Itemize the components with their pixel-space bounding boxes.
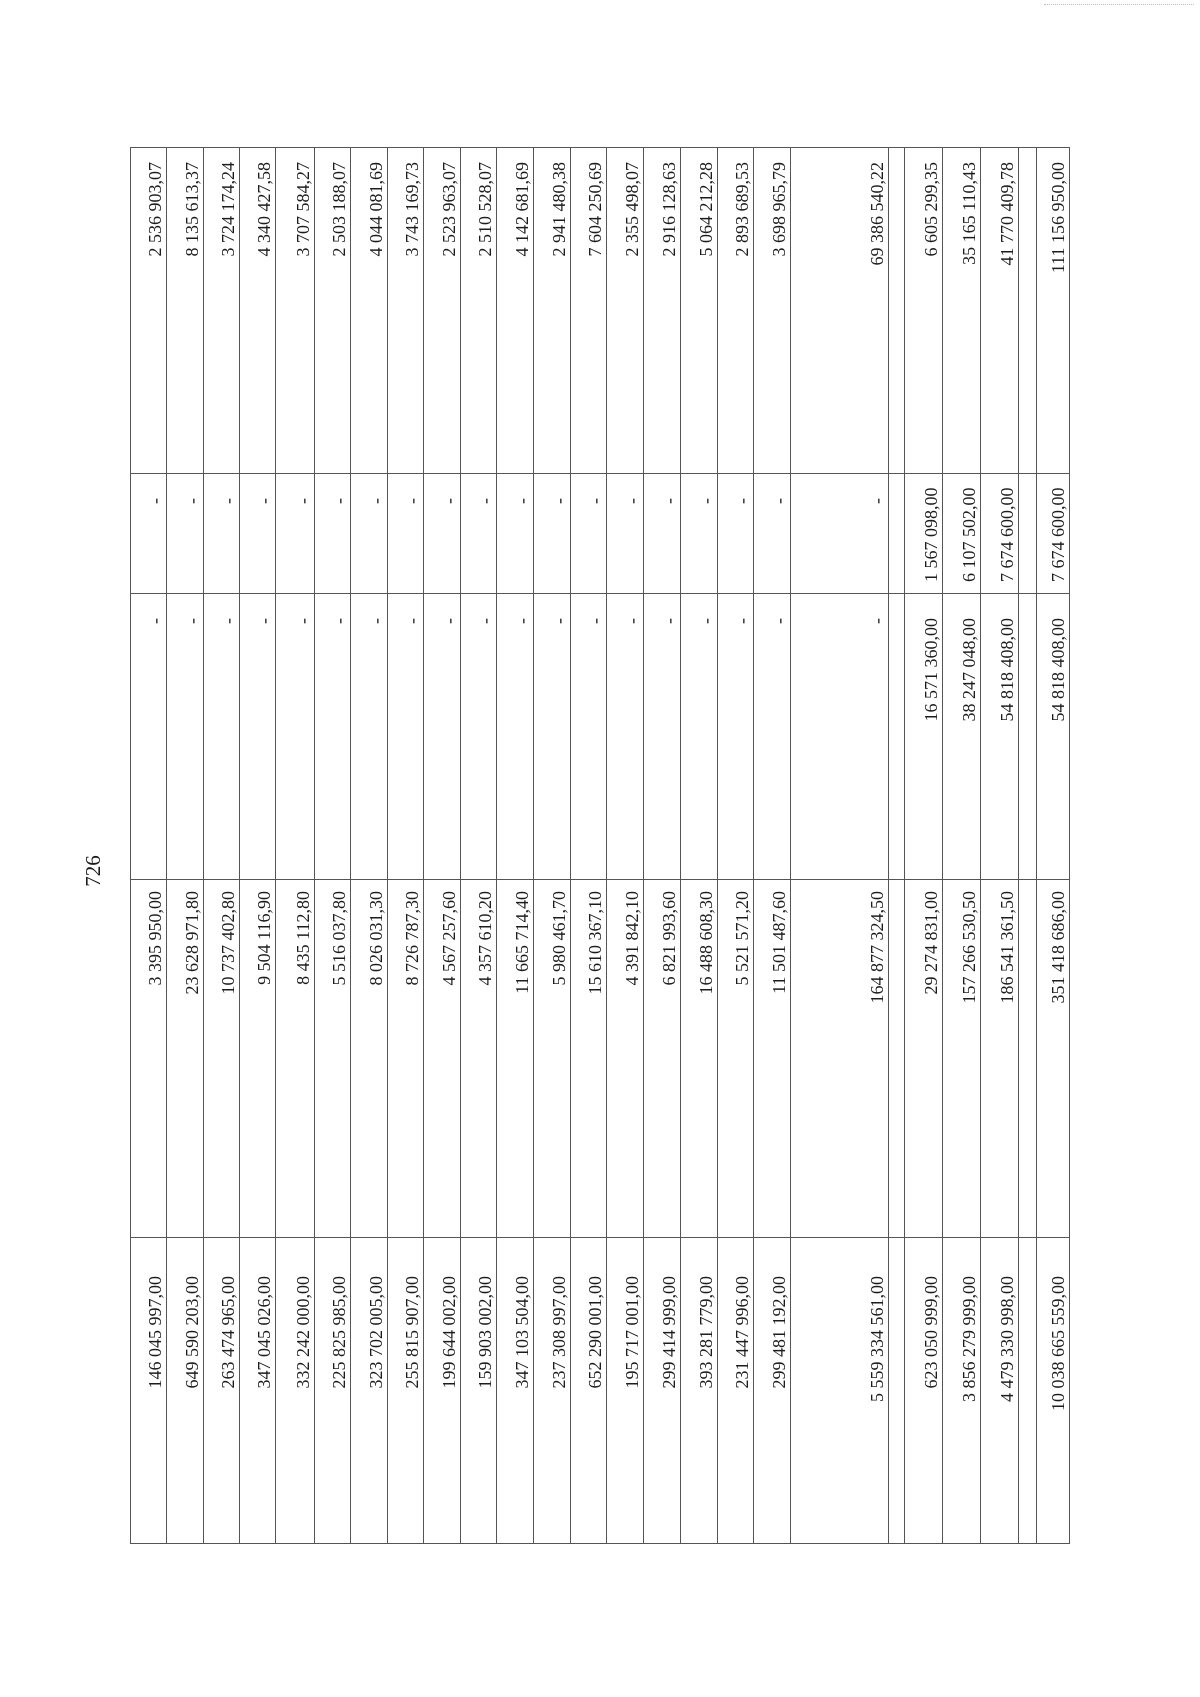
table-cell-col-3: - bbox=[717, 594, 753, 880]
table-cell-col-3: - bbox=[167, 594, 204, 880]
table-cell-col-3: - bbox=[790, 594, 888, 880]
table-cell-col-4: - bbox=[571, 474, 607, 594]
table-row bbox=[889, 148, 905, 1544]
table-cell-col-4: 6 107 502,00 bbox=[943, 474, 980, 594]
table-cell-col-5: 69 386 540,22 bbox=[790, 148, 888, 474]
table-cell-col-3: - bbox=[497, 594, 534, 880]
table-cell-col-2: 351 418 686,00 bbox=[1036, 880, 1069, 1238]
table-cell-col-4 bbox=[1018, 474, 1036, 594]
table-cell-col-1: 347 103 504,00 bbox=[497, 1238, 534, 1544]
table-cell-col-4: - bbox=[314, 474, 350, 594]
table-cell-col-5: 35 165 110,43 bbox=[943, 148, 980, 474]
table-cell-col-1: 195 717 001,00 bbox=[607, 1238, 643, 1544]
table-cell-col-4: - bbox=[534, 474, 571, 594]
table-cell-col-5: 3 724 174,24 bbox=[204, 148, 240, 474]
table-cell-col-4: - bbox=[497, 474, 534, 594]
table-cell-col-3: - bbox=[423, 594, 460, 880]
table-cell-col-3: - bbox=[276, 594, 314, 880]
table-cell-col-2: 186 541 361,50 bbox=[980, 880, 1018, 1238]
table-cell-col-5: 3 698 965,79 bbox=[753, 148, 790, 474]
table-cell-col-2: 8 026 031,30 bbox=[350, 880, 387, 1238]
table-cell-col-3: - bbox=[240, 594, 276, 880]
table-cell-col-1: 299 414 999,00 bbox=[643, 1238, 680, 1544]
table-row bbox=[1036, 148, 1069, 1544]
table-cell-col-3: - bbox=[753, 594, 790, 880]
table-row bbox=[314, 148, 350, 1544]
financial-table bbox=[130, 147, 1070, 1544]
table-cell-col-2: 6 821 993,60 bbox=[643, 880, 680, 1238]
table-cell-col-5 bbox=[1018, 148, 1036, 474]
table-cell-col-1: 146 045 997,00 bbox=[131, 1238, 167, 1544]
table-cell-col-1: 623 050 999,00 bbox=[905, 1238, 943, 1544]
table-cell-col-1: 3 856 279 999,00 bbox=[943, 1238, 980, 1544]
table-cell-col-1 bbox=[1018, 1238, 1036, 1544]
table-cell-col-1: 5 559 334 561,00 bbox=[790, 1238, 888, 1544]
table-cell-col-2 bbox=[889, 880, 905, 1238]
table-cell-col-3: - bbox=[350, 594, 387, 880]
table-cell-col-4: - bbox=[387, 474, 423, 594]
table-cell-col-4: 7 674 600,00 bbox=[980, 474, 1018, 594]
table-cell-col-1: 255 815 907,00 bbox=[387, 1238, 423, 1544]
table-cell-col-3: 54 818 408,00 bbox=[980, 594, 1018, 880]
table-cell-col-4: - bbox=[607, 474, 643, 594]
page-number: 726 bbox=[80, 855, 105, 887]
table-cell-col-5: 8 135 613,37 bbox=[167, 148, 204, 474]
table-cell-col-4: - bbox=[276, 474, 314, 594]
table-cell-col-5 bbox=[889, 148, 905, 474]
scan-artifact bbox=[1044, 4, 1194, 7]
table-cell-col-4: - bbox=[790, 474, 888, 594]
table-cell-col-4: - bbox=[240, 474, 276, 594]
table-cell-col-4 bbox=[889, 474, 905, 594]
table-cell-col-5: 2 510 528,07 bbox=[460, 148, 496, 474]
table-cell-col-3: - bbox=[571, 594, 607, 880]
table-cell-col-2: 4 357 610,20 bbox=[460, 880, 496, 1238]
table-cell-col-3: - bbox=[534, 594, 571, 880]
table-cell-col-1: 649 590 203,00 bbox=[167, 1238, 204, 1544]
table-cell-col-5: 5 064 212,28 bbox=[680, 148, 717, 474]
table-cell-col-1: 263 474 965,00 bbox=[204, 1238, 240, 1544]
table-cell-col-2: 15 610 367,10 bbox=[571, 880, 607, 1238]
table-cell-col-5: 2 941 480,38 bbox=[534, 148, 571, 474]
table-cell-col-2: 11 665 714,40 bbox=[497, 880, 534, 1238]
table-row bbox=[753, 148, 790, 1544]
table-cell-col-2: 8 435 112,80 bbox=[276, 880, 314, 1238]
table-cell-col-2: 164 877 324,50 bbox=[790, 880, 888, 1238]
table-cell-col-5: 2 355 498,07 bbox=[607, 148, 643, 474]
table-cell-col-2: 9 504 116,90 bbox=[240, 880, 276, 1238]
table-cell-col-2: 4 567 257,60 bbox=[423, 880, 460, 1238]
table-row bbox=[350, 148, 387, 1544]
table-cell-col-5: 2 503 188,07 bbox=[314, 148, 350, 474]
table-row bbox=[1018, 148, 1036, 1544]
table-cell-col-4: - bbox=[753, 474, 790, 594]
table-cell-col-1: 652 290 001,00 bbox=[571, 1238, 607, 1544]
table-cell-col-2: 3 395 950,00 bbox=[131, 880, 167, 1238]
table-cell-col-3: 54 818 408,00 bbox=[1036, 594, 1069, 880]
table-cell-col-1: 159 903 002,00 bbox=[460, 1238, 496, 1544]
table-cell-col-4: - bbox=[204, 474, 240, 594]
table-cell-col-2: 4 391 842,10 bbox=[607, 880, 643, 1238]
table-cell-col-5: 41 770 409,78 bbox=[980, 148, 1018, 474]
table-cell-col-2: 5 516 037,80 bbox=[314, 880, 350, 1238]
table-cell-col-2: 5 980 461,70 bbox=[534, 880, 571, 1238]
table-cell-col-5: 111 156 950,00 bbox=[1036, 148, 1069, 474]
table-cell-col-3: 38 247 048,00 bbox=[943, 594, 980, 880]
table-cell-col-3: - bbox=[607, 594, 643, 880]
table-row bbox=[240, 148, 276, 1544]
table-cell-col-1: 393 281 779,00 bbox=[680, 1238, 717, 1544]
table-cell-col-4: - bbox=[423, 474, 460, 594]
table-row bbox=[643, 148, 680, 1544]
table-cell-col-2: 23 628 971,80 bbox=[167, 880, 204, 1238]
table-row bbox=[497, 148, 534, 1544]
table-row bbox=[387, 148, 423, 1544]
table-cell-col-5: 3 743 169,73 bbox=[387, 148, 423, 474]
table-cell-col-3: - bbox=[314, 594, 350, 880]
table-cell-col-3: 16 571 360,00 bbox=[905, 594, 943, 880]
table-cell-col-1: 199 644 002,00 bbox=[423, 1238, 460, 1544]
table-row bbox=[717, 148, 753, 1544]
table-cell-col-1: 10 038 665 559,00 bbox=[1036, 1238, 1069, 1544]
table-cell-col-5: 2 916 128,63 bbox=[643, 148, 680, 474]
table-cell-col-5: 4 142 681,69 bbox=[497, 148, 534, 474]
table-row bbox=[943, 148, 980, 1544]
table-cell-col-1: 347 045 026,00 bbox=[240, 1238, 276, 1544]
table-cell-col-3: - bbox=[460, 594, 496, 880]
table-row bbox=[905, 148, 943, 1544]
table-row bbox=[460, 148, 496, 1544]
table-cell-col-5: 2 893 689,53 bbox=[717, 148, 753, 474]
table-cell-col-2: 8 726 787,30 bbox=[387, 880, 423, 1238]
table-cell-col-2: 5 521 571,20 bbox=[717, 880, 753, 1238]
table-cell-col-5: 2 523 963,07 bbox=[423, 148, 460, 474]
table-cell-col-3: - bbox=[387, 594, 423, 880]
table-cell-col-4: - bbox=[131, 474, 167, 594]
table-row bbox=[607, 148, 643, 1544]
table-cell-col-5: 3 707 584,27 bbox=[276, 148, 314, 474]
table-cell-col-1 bbox=[889, 1238, 905, 1544]
table-cell-col-1: 323 702 005,00 bbox=[350, 1238, 387, 1544]
table-cell-col-3: - bbox=[680, 594, 717, 880]
table-cell-col-1: 237 308 997,00 bbox=[534, 1238, 571, 1544]
table-cell-col-3: - bbox=[204, 594, 240, 880]
table-row bbox=[276, 148, 314, 1544]
table-cell-col-5: 4 044 081,69 bbox=[350, 148, 387, 474]
table-cell-col-4: - bbox=[350, 474, 387, 594]
table-cell-col-1: 332 242 000,00 bbox=[276, 1238, 314, 1544]
table-cell-col-2: 11 501 487,60 bbox=[753, 880, 790, 1238]
table-cell-col-4: 1 567 098,00 bbox=[905, 474, 943, 594]
table-row bbox=[423, 148, 460, 1544]
table-row bbox=[571, 148, 607, 1544]
table-cell-col-1: 231 447 996,00 bbox=[717, 1238, 753, 1544]
table-cell-col-4: - bbox=[167, 474, 204, 594]
table-row bbox=[790, 148, 888, 1544]
table-row bbox=[680, 148, 717, 1544]
table-cell-col-4: - bbox=[717, 474, 753, 594]
table-cell-col-1: 225 825 985,00 bbox=[314, 1238, 350, 1544]
table-cell-col-4: - bbox=[680, 474, 717, 594]
table-cell-col-5: 7 604 250,69 bbox=[571, 148, 607, 474]
table-cell-col-2 bbox=[1018, 880, 1036, 1238]
table-row bbox=[167, 148, 204, 1544]
table-cell-col-1: 4 479 330 998,00 bbox=[980, 1238, 1018, 1544]
table-row bbox=[534, 148, 571, 1544]
table-cell-col-3: - bbox=[643, 594, 680, 880]
table-cell-col-5: 4 340 427,58 bbox=[240, 148, 276, 474]
table-cell-col-4: - bbox=[460, 474, 496, 594]
table-cell-col-2: 16 488 608,30 bbox=[680, 880, 717, 1238]
table-cell-col-4: - bbox=[643, 474, 680, 594]
table-cell-col-2: 29 274 831,00 bbox=[905, 880, 943, 1238]
table-body bbox=[131, 148, 1070, 1544]
table-row bbox=[204, 148, 240, 1544]
table-cell-col-2: 157 266 530,50 bbox=[943, 880, 980, 1238]
table-cell-col-4: 7 674 600,00 bbox=[1036, 474, 1069, 594]
table-cell-col-5: 6 605 299,35 bbox=[905, 148, 943, 474]
table-cell-col-3: - bbox=[131, 594, 167, 880]
table-cell-col-5: 2 536 903,07 bbox=[131, 148, 167, 474]
table-container bbox=[130, 148, 1070, 1544]
table-cell-col-3 bbox=[1018, 594, 1036, 880]
table-row bbox=[980, 148, 1018, 1544]
table-row bbox=[131, 148, 167, 1544]
table-cell-col-1: 299 481 192,00 bbox=[753, 1238, 790, 1544]
table-cell-col-2: 10 737 402,80 bbox=[204, 880, 240, 1238]
table-cell-col-3 bbox=[889, 594, 905, 880]
